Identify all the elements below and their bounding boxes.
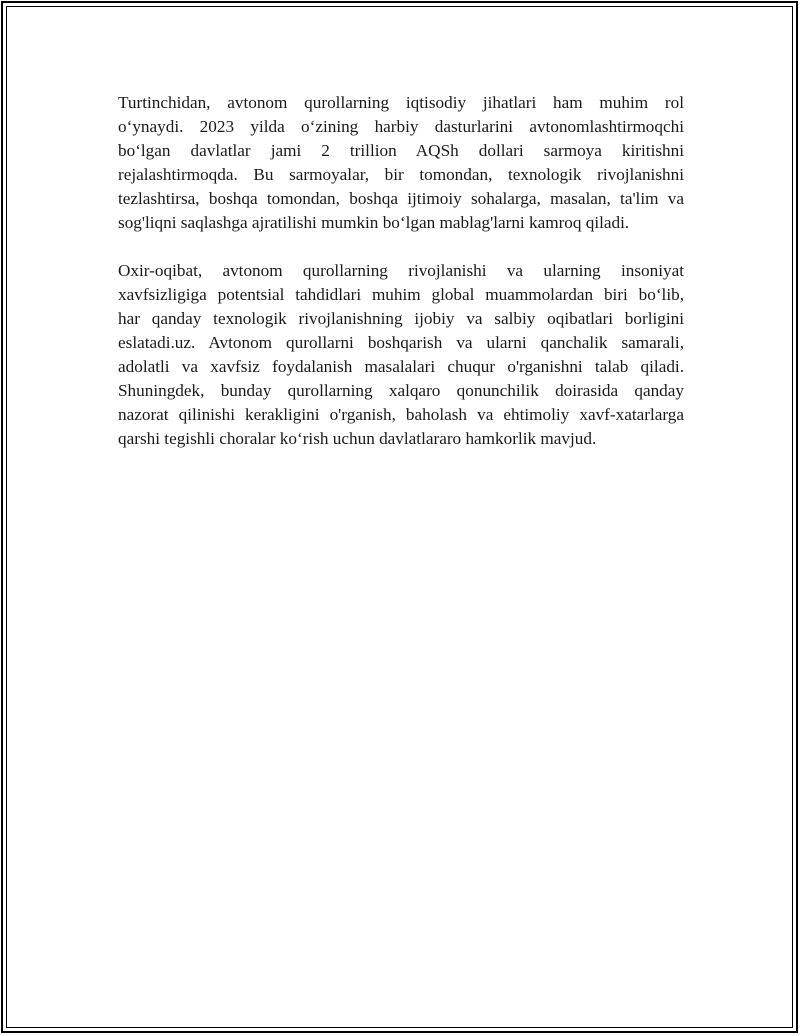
paragraph-line: Turtinchidan, avtonom qurollarning iqtisodiy jihatlari ham muhim rol	[118, 93, 684, 112]
paragraph-line: har qanday texnologik rivojlanishning ijobiy va salbiy oqibatlari borligini	[118, 309, 684, 328]
paragraph-line: eslatadi.uz. Avtonom qurollarni boshqarish va ularni qanchalik samarali,	[118, 333, 684, 352]
paragraph-1	[118, 91, 684, 235]
paragraph-line: adolatli va xavfsiz foydalanish masalalari chuqur o'rganishni talab qiladi.	[118, 357, 684, 376]
paragraph-line: bo‘lgan davlatlar jami 2 trillion AQSh dollari sarmoya kiritishni	[118, 141, 684, 160]
document-body	[118, 91, 684, 475]
paragraph-line: tezlashtirsa, boshqa tomondan, boshqa ijtimoiy sohalarga, masalan, ta'lim va	[118, 189, 684, 208]
paragraph-line: Oxir-oqibat, avtonom qurollarning rivojlanishi va ularning insoniyat	[118, 261, 684, 280]
paragraph-line: Shuningdek, bunday qurollarning xalqaro qonunchilik doirasida qanday	[118, 381, 684, 400]
paragraph-line: rejalashtirmoqda. Bu sarmoyalar, bir tomondan, texnologik rivojlanishni	[118, 165, 684, 184]
paragraph-line: sog'liqni saqlashga ajratilishi mumkin bo‘lgan mablag'larni kamroq qiladi.	[118, 213, 630, 232]
paragraph-line: o‘ynaydi. 2023 yilda o‘zining harbiy dasturlarini avtonomlashtirmoqchi	[118, 117, 684, 136]
paragraph-line: nazorat qilinishi kerakligini o'rganish, baholash va ehtimoliy xavf-xatarlarga	[118, 405, 684, 424]
paragraph-line: xavfsizligiga potentsial tahdidlari muhim global muammolardan biri bo‘lib,	[118, 285, 684, 304]
paragraph-2	[118, 259, 684, 451]
paragraph-line: qarshi tegishli choralar ko‘rish uchun davlatlararo hamkorlik mavjud.	[118, 429, 597, 448]
